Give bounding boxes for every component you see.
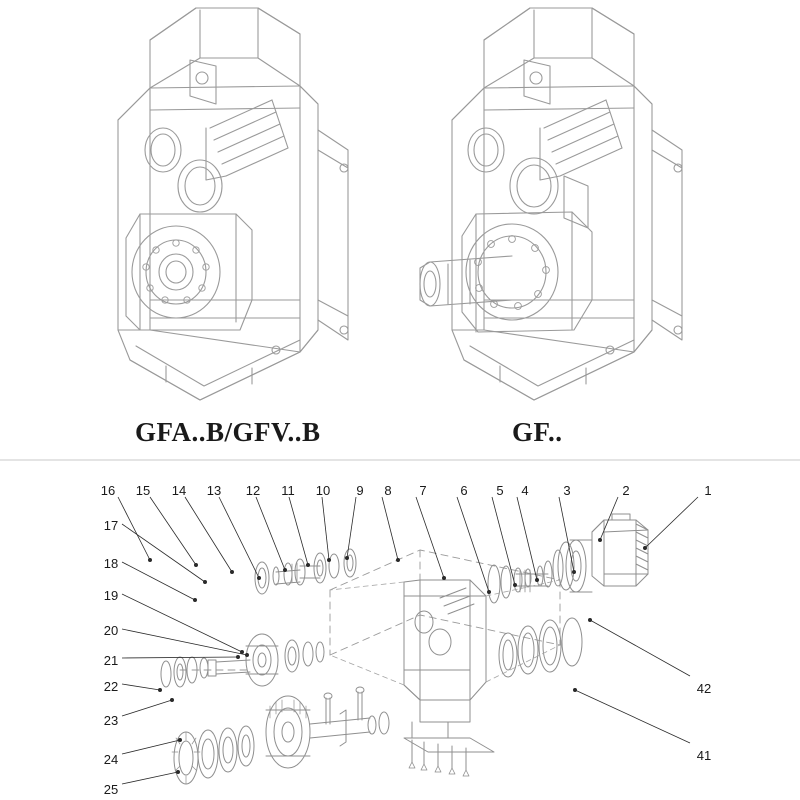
callout-leader-15: [150, 497, 196, 565]
callout-number-12: 12: [245, 483, 261, 498]
callout-number-41: 41: [696, 748, 712, 763]
callout-leader-12: [256, 497, 285, 570]
callout-anchor-7: [442, 576, 445, 579]
callout-leader-17: [122, 524, 205, 582]
callout-anchor-6: [487, 590, 490, 593]
callout-number-22: 22: [103, 679, 119, 694]
callout-anchor-2: [598, 538, 601, 541]
callout-number-15: 15: [135, 483, 151, 498]
callout-number-14: 14: [171, 483, 187, 498]
callout-number-6: 6: [460, 483, 468, 498]
callout-anchor-41: [573, 688, 576, 691]
callout-number-16: 16: [100, 483, 116, 498]
callout-anchor-18: [193, 598, 196, 601]
callout-anchor-17: [203, 580, 206, 583]
model-label-right: GF..: [512, 417, 563, 447]
callout-number-21: 21: [103, 653, 119, 668]
callout-number-11: 11: [281, 483, 295, 498]
callout-leader-1: [645, 497, 698, 548]
callout-number-19: 19: [103, 588, 119, 603]
callout-leader-20: [122, 629, 247, 655]
callout-anchor-11: [306, 563, 309, 566]
callout-number-5: 5: [496, 483, 504, 498]
callout-leader-23: [122, 700, 172, 716]
callout-anchor-24: [178, 738, 181, 741]
callout-anchor-19: [240, 650, 243, 653]
callout-leader-11: [289, 497, 308, 565]
callout-leader-24: [122, 740, 180, 754]
callout-anchor-42: [588, 618, 591, 621]
callout-anchor-16: [148, 558, 151, 561]
callout-number-7: 7: [419, 483, 427, 498]
callout-leader-25: [122, 772, 178, 784]
callout-number-2: 2: [622, 483, 630, 498]
rings-group-right: [488, 561, 552, 603]
callout-number-18: 18: [103, 556, 119, 571]
callout-leader-4: [517, 497, 537, 580]
callout-anchor-1: [643, 546, 646, 549]
callout-number-20: 20: [103, 623, 119, 638]
callout-leader-10: [322, 497, 329, 560]
callout-anchor-15: [194, 563, 197, 566]
callout-number-13: 13: [206, 483, 222, 498]
callout-number-24: 24: [103, 752, 119, 767]
callout-number-42: 42: [696, 681, 712, 696]
callout-anchor-23: [170, 698, 173, 701]
callout-leader-21: [122, 657, 238, 658]
callout-leader-22: [122, 684, 160, 690]
callout-number-17: 17: [103, 518, 119, 533]
callout-leader-19: [122, 594, 242, 652]
rings-group-lower-right: [499, 618, 582, 677]
callout-anchor-22: [158, 688, 161, 691]
callout-number-25: 25: [103, 782, 119, 797]
callout-leader-5: [492, 497, 515, 585]
left-gearbox-drawing: [118, 8, 348, 400]
callout-leader-42: [590, 620, 690, 676]
callout-number-23: 23: [103, 713, 119, 728]
callout-leader-16: [118, 497, 150, 560]
callout-leader-2: [600, 497, 618, 540]
callout-anchor-25: [176, 770, 179, 773]
callout-anchor-21: [236, 655, 239, 658]
callout-anchor-12: [283, 568, 286, 571]
callout-anchor-9: [345, 556, 348, 559]
callout-leader-13: [219, 497, 259, 578]
gear-assembly-bottom: [172, 687, 389, 784]
callout-anchor-4: [535, 578, 538, 581]
callout-number-1: 1: [704, 483, 712, 498]
callout-anchor-14: [230, 570, 233, 573]
callout-leader-6: [457, 497, 489, 592]
callout-number-8: 8: [384, 483, 392, 498]
motor-part: [553, 514, 648, 592]
callout-leader-41: [575, 690, 690, 743]
callout-anchor-10: [327, 558, 330, 561]
callout-number-10: 10: [315, 483, 331, 498]
callout-number-4: 4: [521, 483, 529, 498]
model-label-left: GFA..B/GFV..B: [135, 417, 321, 447]
callout-number-9: 9: [356, 483, 364, 498]
callout-anchor-20: [245, 653, 248, 656]
callout-leader-8: [382, 497, 398, 560]
callout-number-3: 3: [563, 483, 571, 498]
callout-anchor-13: [257, 576, 260, 579]
callout-anchor-3: [572, 570, 575, 573]
callout-anchor-5: [513, 583, 516, 586]
housing-part: [404, 580, 494, 776]
callout-anchor-8: [396, 558, 399, 561]
right-gearbox-drawing: [420, 8, 682, 400]
